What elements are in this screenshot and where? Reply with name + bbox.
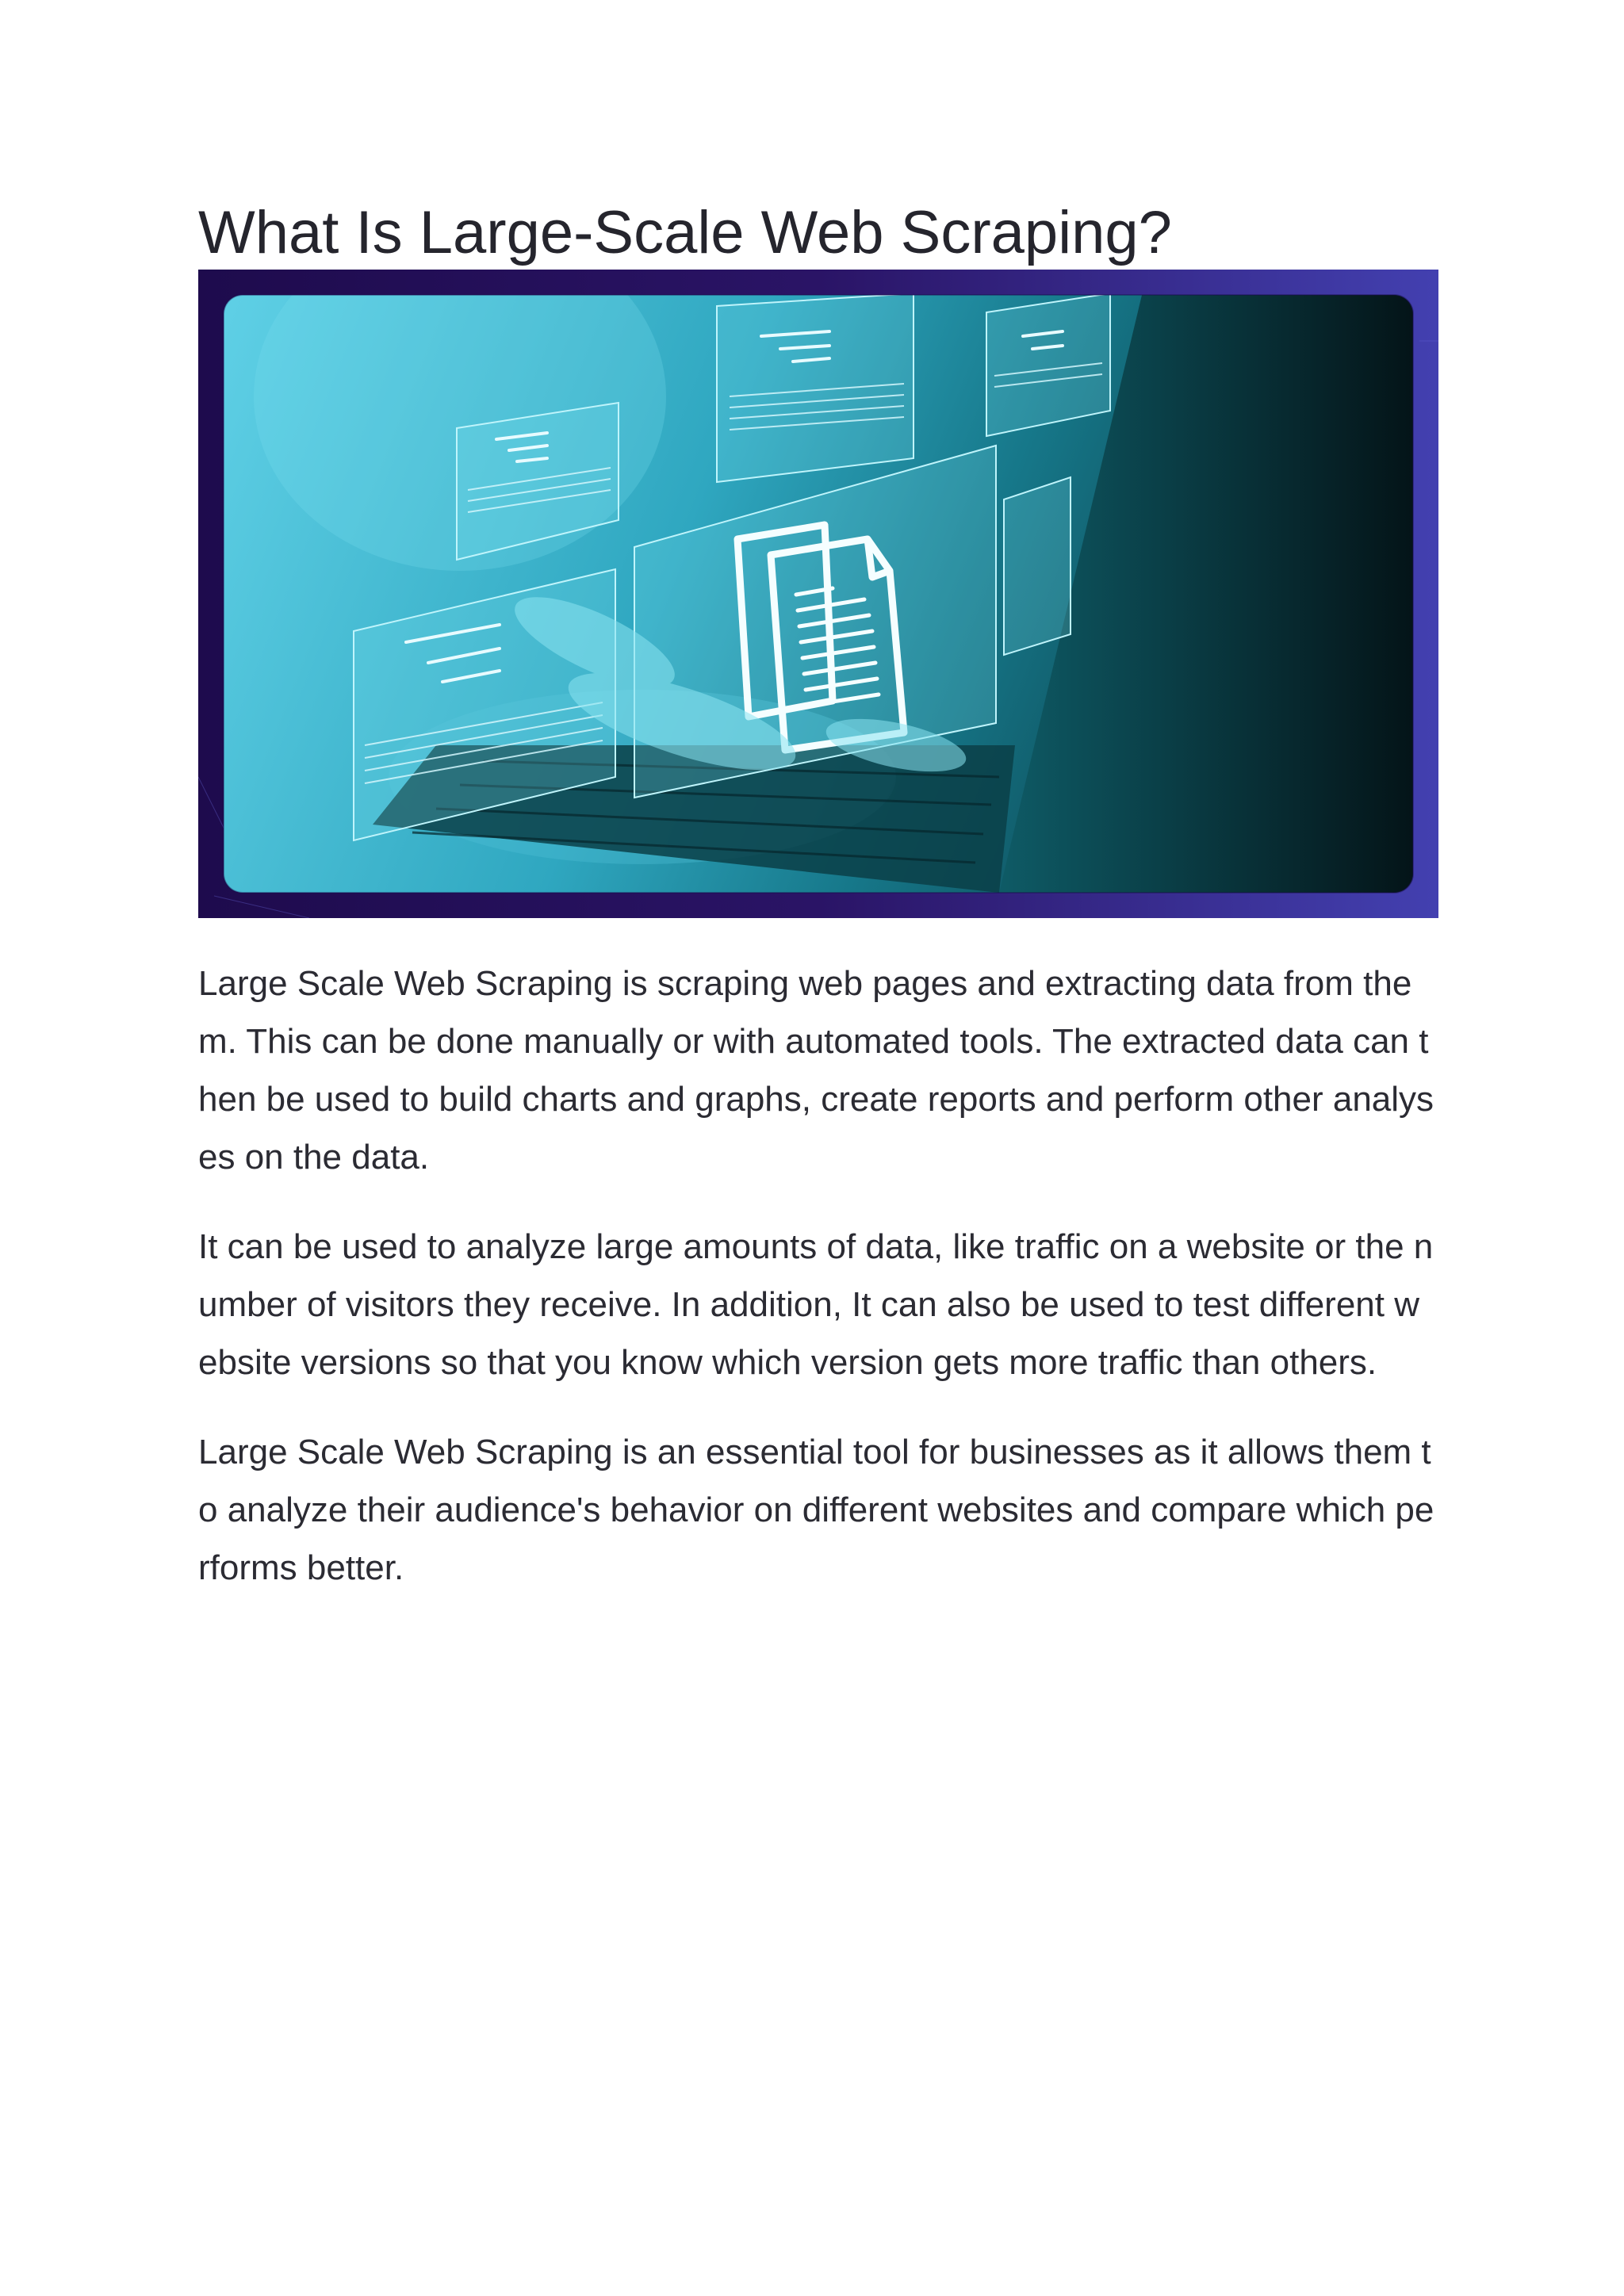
article-body: [198, 955, 1438, 1597]
page-title: What Is Large-Scale Web Scraping?: [198, 199, 1172, 266]
paragraph-2: It can be used to analyze large amounts of data, like traffic on a website or the number of visitors they receive. In addition, It can also be used to test different website versions so that you know which version gets more traffic than others.: [198, 1227, 1434, 1382]
hero-image: [198, 270, 1438, 918]
document-page: [198, 197, 1438, 1628]
paragraph-3: Large Scale Web Scraping is an essential tool for businesses as it allows them to analyze their audience's behavior on different websites and compare which performs better.: [198, 1433, 1434, 1587]
paragraph-1: Large Scale Web Scraping is scraping web pages and extracting data from them. This can be done manually or with automated tools. The extracted data can then be used to build charts and graphs, create reports and perform other analyses on the data.: [198, 964, 1434, 1177]
